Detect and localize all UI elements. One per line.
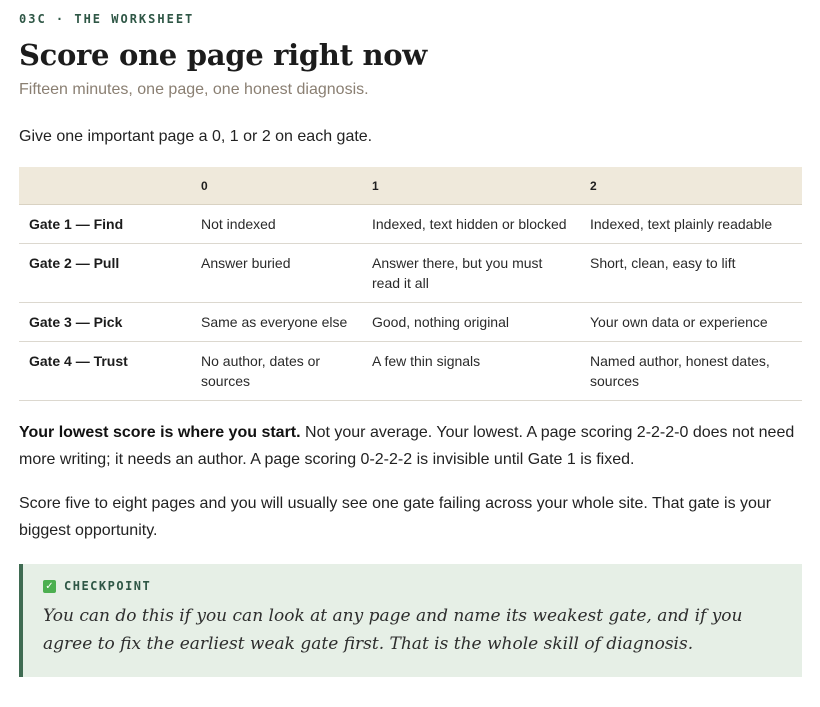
gate-name: Gate 4 — Trust [19, 342, 191, 401]
score-table-header [19, 167, 802, 205]
score-0-cell: Same as everyone else [191, 303, 362, 342]
lowest-score-paragraph [19, 419, 801, 473]
score-1-cell: Good, nothing original [362, 303, 580, 342]
header-row [19, 167, 802, 205]
header-cell-score-1: 1 [362, 167, 580, 205]
score-table [19, 167, 802, 401]
score-1-cell: Answer there, but you must read it all [362, 244, 580, 303]
score-2-cell: Indexed, text plainly readable [580, 205, 802, 244]
check-mark-icon: ✓ [43, 580, 56, 593]
table-row [19, 303, 802, 342]
score-2-cell: Short, clean, easy to lift [580, 244, 802, 303]
score-1-cell: Indexed, text hidden or blocked [362, 205, 580, 244]
intro-text: Give one important page a 0, 1 or 2 on each gate. [19, 128, 373, 145]
checkpoint-body: You can do this if you can look at any page and name its weakest gate, and if you agree to fix the earliest weak gate first. That is the whole skill of diagnosis. [43, 606, 743, 654]
score-2-cell: Your own data or experience [580, 303, 802, 342]
table-row [19, 244, 802, 303]
score-0-cell: No author, dates or sources [191, 342, 362, 401]
lowest-score-lead: Your lowest score is where you start. [19, 424, 301, 441]
page-title: Score one page right now [19, 38, 427, 72]
table-row [19, 342, 802, 401]
gate-name: Gate 3 — Pick [19, 303, 191, 342]
checkpoint-callout [19, 564, 802, 677]
checkpoint-header [43, 578, 782, 594]
opportunity-paragraph: Score five to eight pages and you will usually see one gate failing across your whole site. That gate is your biggest opportunity. [19, 495, 772, 539]
lowest-score-rest: Not your average. Your lowest. A page scoring 2-2-2-0 does not need more writing; it needs an author. A page scoring 0-2-2-2 is invisible until Gate 1 is fixed. [19, 424, 795, 468]
page-subtitle: Fifteen minutes, one page, one honest diagnosis. [19, 81, 369, 98]
score-0-cell: Not indexed [191, 205, 362, 244]
checkpoint-label: CHECKPOINT [64, 579, 152, 593]
table-row [19, 205, 802, 244]
gate-name: Gate 1 — Find [19, 205, 191, 244]
score-table-body [19, 205, 802, 401]
header-cell-gate [19, 167, 191, 205]
score-2-cell: Named author, honest dates, sources [580, 342, 802, 401]
gate-name: Gate 2 — Pull [19, 244, 191, 303]
section-eyebrow: 03C · THE WORKSHEET [19, 12, 195, 26]
header-cell-score-0: 0 [191, 167, 362, 205]
header-cell-score-2: 2 [580, 167, 802, 205]
score-0-cell: Answer buried [191, 244, 362, 303]
score-1-cell: A few thin signals [362, 342, 580, 401]
